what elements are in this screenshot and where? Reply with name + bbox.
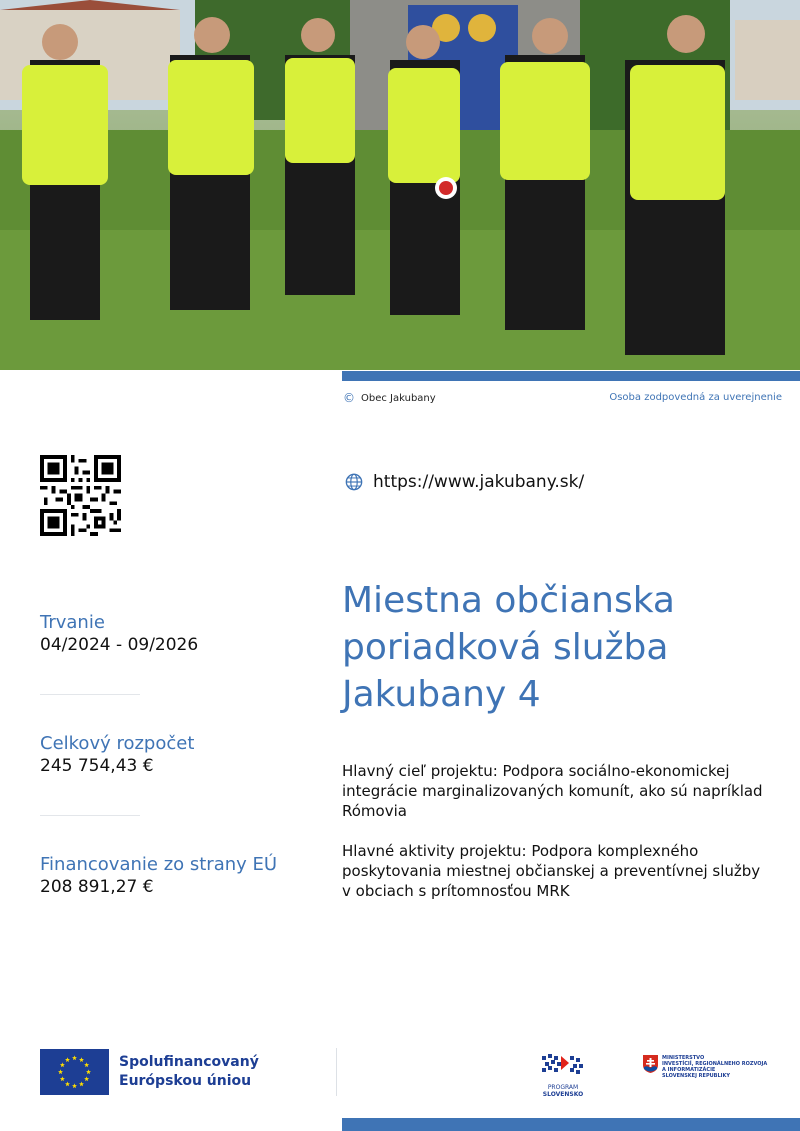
fact-label: Celkový rozpočet (40, 733, 195, 754)
program-slovensko-icon (538, 1050, 588, 1080)
divider (40, 694, 140, 695)
eu-cofunded-line2: Európskou úniou (119, 1073, 252, 1089)
credit-text: Obec Jakubany (361, 392, 436, 404)
slovensko-label: SLOVENSKO (542, 1091, 584, 1098)
fact-budget (40, 733, 300, 853)
ministry-line2: INVESTÍCIÍ, REGIONÁLNEHO ROZVOJA (662, 1061, 768, 1067)
accent-bar-bottom (342, 1118, 800, 1131)
project-facts (40, 612, 300, 974)
fact-label: Financovanie zo strany EÚ (40, 854, 278, 875)
fact-value: 245 754,43 € (40, 756, 154, 776)
qr-code[interactable] (40, 455, 121, 536)
ministry-line3: A INFORMATIZÁCIE (662, 1067, 716, 1073)
project-goal: Hlavný cieľ projektu: Podpora sociálno-ekonomickej integrácie marginalizovaných komunít, ako sú napríklad Rómovia (342, 762, 763, 820)
program-label: PROGRAM (547, 1084, 579, 1091)
project-description (342, 761, 772, 921)
project-title: Miestna občianska poriadková služba Jakubany 4 (342, 580, 675, 715)
ministry-line4: SLOVENSKEJ REPUBLIKY (662, 1073, 731, 1079)
program-slovensko-logo (538, 1050, 588, 1098)
responsible-person-label: Osoba zodpovedná za uverejnenie (609, 392, 782, 403)
fact-label: Trvanie (40, 612, 105, 633)
website-link[interactable] (345, 472, 584, 492)
header-photo (0, 0, 800, 370)
accent-bar-top (342, 371, 800, 381)
slovak-coat-of-arms-icon (643, 1055, 658, 1073)
copyright-icon: © (343, 391, 355, 405)
eu-cofunding-logo (40, 1049, 259, 1095)
fact-eu-funding (40, 854, 300, 974)
eu-flag-icon (40, 1049, 109, 1095)
eu-cofunded-line1: Spolufinancovaný (119, 1054, 259, 1070)
website-url[interactable]: https://www.jakubany.sk/ (373, 472, 585, 492)
ministry-line1: MINISTERSTVO (662, 1055, 705, 1061)
group-photo (0, 0, 800, 370)
fact-duration (40, 612, 300, 732)
globe-icon (345, 473, 363, 491)
fact-value: 208 891,27 € (40, 877, 154, 897)
photo-credit (343, 391, 436, 405)
ministry-logo (643, 1055, 767, 1079)
project-activities: Hlavné aktivity projektu: Podpora komplexného poskytovania miestnej občianskej a preventívnej služby v obciach s prítomnosťou MRK (342, 842, 761, 900)
footer-divider (336, 1048, 337, 1096)
divider (40, 815, 140, 816)
fact-value: 04/2024 - 09/2026 (40, 635, 199, 655)
